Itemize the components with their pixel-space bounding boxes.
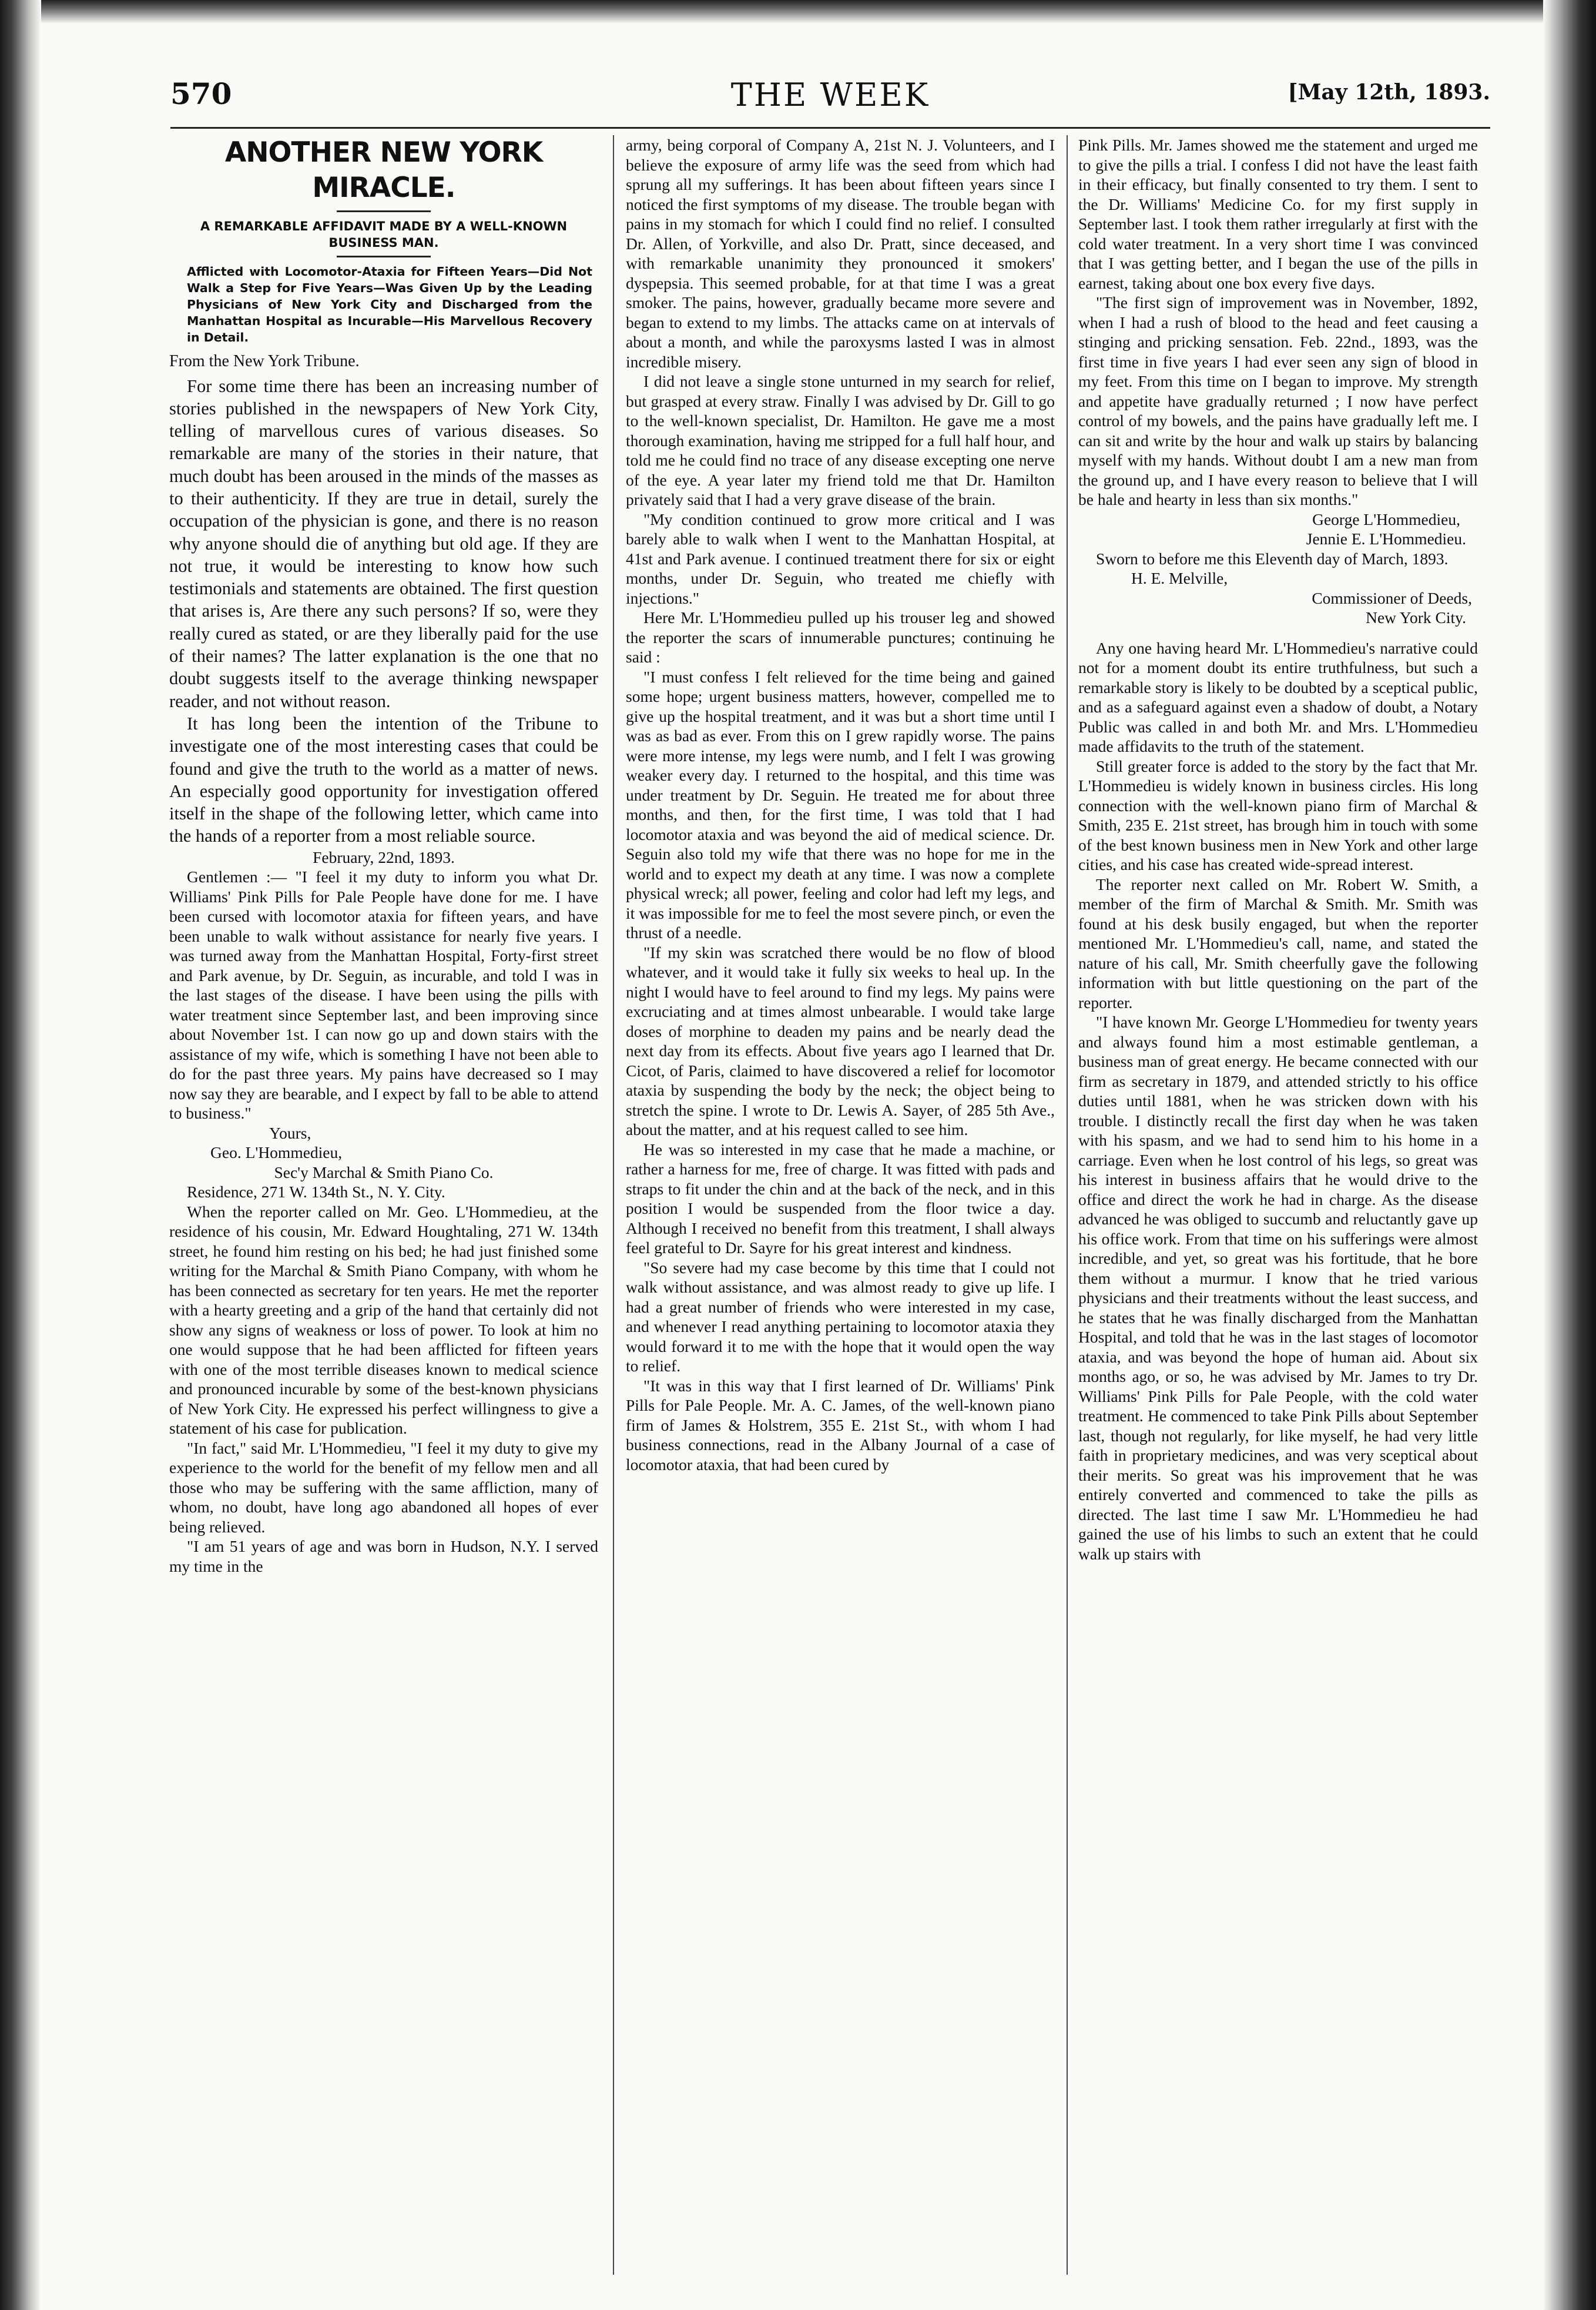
letter-signer-title: Sec'y Marchal & Smith Piano Co. [274, 1163, 494, 1181]
paragraph: "I am 51 years of age and was born in Hudson, N.Y. I served my time in the [169, 1537, 598, 1575]
paragraph: When the reporter called on Mr. Geo. L'Hommedieu, at the residence of his cousin, Mr. Edward Houghtaling, 271 W. 134th street, he found him resting on his bed; he had just finished some writing for the Marchal & Smith Piano Company, with whom he has been connected as secretary for ten years. He met the reporter with a hearty greeting and a grip of the hand that certainly did not show any signs of weakness or loss of power. To look at him no one would suppose that he had been afflicted for fifteen years with one of the most terrible diseases known to medical science and pronounced incurable by some of the best-known physicians of New York City. He expressed his perfect willingness to give a statement of his case for publication. [169, 1202, 598, 1438]
letter-body: Gentlemen :— "I feel it my duty to inform you what Dr. Williams' Pink Pills for Pale People have done for me. I have been cursed with locomotor ataxia for fifteen years, and have been unable to walk without assistance for nearly five years. I was turned away from the Manhattan Hospital, Forty-first street and Park avenue, by Dr. Seguin, as incurable, and told I was in the last stages of the disease. I have been using the pills with water treatment since September last, and been improving since about November 1st. I can now go up and down stairs with the assistance of my wife, which is something I have not been able to do for the past three years. My pains have decreased so I may now say they are bearable, and I expect by fall to be able to attend to business." [169, 868, 598, 1123]
article-deck: Afflicted with Locomotor-Ataxia for Fifteen Years—Did Not Walk a Step for Five Years—Was Given Up by the Leading Physicians of New York City and Discharged from the Manhattan Hospital as Incurable—His Marvellous Recovery in Detail. [187, 265, 592, 344]
paragraph: army, being corporal of Company A, 21st N. J. Volunteers, and I believe the exposure of army life was the seed from which had sprung all my sufferings. It has been about fifteen years since I noticed the first symptoms of my disease. The trouble began with pains in my stomach for which I could find no relief. I consulted Dr. Allen, of Yorkville, and also Dr. Pratt, since deceased, and with remarkable unanimity they pronounced it smokers' dyspepsia. This seemed probable, for at that time I was a great smoker. The pains, however, gradually became more severe and began to extend to my limbs. The attacks came on at intervals of about a month, and while the paroxysms lasted I was in almost incredible misery. [626, 136, 1055, 371]
paragraph: Pink Pills. Mr. James showed me the statement and urged me to give the pills a trial. I confess I did not have the least faith in their efficacy, but finally consented to try them. I sent to the Dr. Williams' Medicine Co. for my first supply in September last. I took them rather irregularly at first with the cold water treatment. In a very short time I was convinced that I was getting better, and I began the use of the pills in earnest, taking about one box every five days. [1078, 136, 1478, 292]
paragraph: For some time there has been an increasing number of stories published in the newspapers of New York City, telling of marvellous cures of various diseases. So remarkable are many of the stories in their nature, that much doubt has been aroused in the minds of the masses as to their authenticity. If they are true in detail, surely the occupation of the physician is gone, and there is no reason why anyone should die of anything but old age. If they are not true, it would be interesting to know how such testimonials and statements are obtained. The first question that arises is, Are there any such persons? If so, were they really cured as stated, or are they liberally paid for the use of their names? The latter explanation is the one that no doubt suggests itself to the average thinking newspaper reader, and not without reason. [169, 376, 598, 711]
page-edge-right [1543, 0, 1596, 2310]
column-divider [1067, 135, 1068, 2275]
letter-date: February, 22nd, 1893. [313, 848, 455, 866]
column-1 [169, 135, 598, 2275]
paragraph: "I must confess I felt relieved for the time being and gained some hope; urgent business matters, however, compelled me to give up the hospital treatment, and it was but a short time until I was as bad as ever. From this on I grew rapidly worse. The pains were more intense, my legs were numb, and I felt I was growing weaker every day. I returned to the hospital, and this time was under treatment by Dr. Seguin. He treated me for about three months, and then, for the first time, I was told that I had locomotor ataxia and was beyond the aid of medical science. Dr. Seguin also told my wife that there was no hope for me in the world and to expect my death at any time. I was now a complete physical wreck; all power, feeling and color had left my legs, and it was impossible for me to feel the most severe pinch, or even the thrust of a needle. [626, 667, 1055, 942]
paragraph: "In fact," said Mr. L'Hommedieu, "I feel it my duty to give my experience to the world for the benefit of my fellow men and all those who may be suffering with the same affliction, many of whom, no doubt, have long ago abandoned all hopes of ever being relieved. [169, 1438, 598, 1536]
paragraph: Any one having heard Mr. L'Hommedieu's narrative could not for a moment doubt its entire truthfulness, but such a remarkable story is likely to be doubted by a sceptical public, and as a safeguard against even a shadow of doubt, a Notary Public was called in and both Mr. and Mrs. L'Hommedieu made affidavits to the truth of the statement. [1078, 638, 1478, 755]
article-credit: From the New York Tribune. [169, 352, 360, 370]
sworn-statement: Sworn to before me this Eleventh day of March, 1893. [1096, 549, 1449, 568]
paragraph: "So severe had my case become by this time that I could not walk without assistance, and was almost ready to give up life. I had a great number of friends who were interested in my case, and whenever I read anything pertaining to locomotor ataxia they would forward it to me with the hope that it would open the way to relief. [626, 1258, 1055, 1375]
paragraph: "If my skin was scratched there would be no flow of blood whatever, and it would take it fully six weeks to heal up. In the night I would have to feel around to find my legs. My pains were excruciating and at times almost unbearable. I would take large doses of morphine to deaden my pains and be nearly dead the next day from its effects. About five years ago I learned that Dr. Cicot, of Paris, claimed to have discovered a relief for locomotor ataxia by suspending the body by the neck; the object being to stretch the spine. I wrote to Dr. Lewis A. Sayer, of 285 5th Ave., about the matter, and at his request called to see him. [626, 943, 1055, 1139]
letter-residence: Residence, 271 W. 134th St., N. Y. City. [187, 1183, 445, 1201]
column-2 [626, 135, 1055, 2275]
article-subheadline: A REMARKABLE AFFIDAVIT MADE BY A WELL-KNOWN BUSINESS MAN. [200, 219, 568, 250]
paragraph: "It was in this way that I first learned of Dr. Williams' Pink Pills for Pale People. Mr. A. C. James, of the well-known piano firm of James & Holstrem, 355 E. 21st St., with whom I had business connections, read in the Albany Journal of a case of locomotor ataxia, that had been cured by [626, 1376, 1055, 1474]
letter-signer: Geo. L'Hommedieu, [210, 1143, 343, 1162]
paragraph: The reporter next called on Mr. Robert W. Smith, a member of the firm of Marchal & Smith. Mr. Smith was found at his desk busily engaged, but when the reporter mentioned Mr. L'Hommedieu's call, name, and stated the nature of his call, Mr. Smith cheerfully gave the following information with but little questioning on the part of the reporter. [1078, 875, 1478, 1012]
column-3 [1078, 135, 1478, 2275]
article-headline: ANOTHER NEW YORK MIRACLE. [224, 136, 543, 204]
subheadline-rule [337, 256, 431, 257]
paragraph: Here Mr. L'Hommedieu pulled up his trouser leg and showed the reporter the scars of innumerable punctures; continuing he said : [626, 608, 1055, 666]
affiant-name: Jennie E. L'Hommedieu. [1306, 530, 1466, 548]
running-header [170, 76, 1490, 123]
column-divider [613, 135, 614, 2275]
paragraph: "I have known Mr. George L'Hommedieu for twenty years and always found him a most estimable gentleman, a business man of great energy. He became connected with our firm as secretary in 1879, and attended strictly to his office duties until 1881, when he was stricken down with his trouble. I distinctly recall the first day when he was taken with his spasm, and we had to send him to his home in a carriage. Even when he lost control of his legs, so great was his interest in business affairs that he would drive to the office and direct the work he had in charge. As the disease advanced he was obliged to succumb and reluctantly gave up his office work. From that time on his sufferings were almost incredible, and yet, so great was his fortitude, that he bore them without a murmur. I know that he tried various physicians and their treatments without the least success, and he states that he was finally discharged from the Manhattan Hospital, and told that he was in the last stages of locomotor ataxia, and was beyond the hope of human aid. About six months ago, or so, he was advised by Mr. James to try Dr. Williams' Pink Pills for Pale People, with the cold water treatment. He commenced to take Pink Pills about September last, though not regularly, for like myself, he had very little faith in proprietary medicines, and was very sceptical about their merits. So great was his improvement that he was entirely converted and commenced to take the pills as directed. The last time I saw Mr. L'Hommedieu he had gained the use of his limbs to such an extent that he could walk up stairs with [1078, 1013, 1478, 1563]
letter-closing: Yours, [269, 1123, 311, 1142]
publication-title: THE WEEK [730, 76, 930, 113]
page-number: 570 [170, 76, 232, 111]
affiant-name: George L'Hommedieu, [1312, 510, 1460, 528]
paragraph: It has long been the intention of the Tribune to investigate one of the most interesting cases that could be found and give the truth to the world as a matter of news. An especially good opportunity for investigation offered itself in the shape of the following letter, which came into the hands of a reporter from a most reliable source. [169, 713, 598, 846]
paragraph: I did not leave a single stone unturned in my search for relief, but grasped at every straw. Finally I was advised by Dr. Gill to go to the well-known specialist, Dr. Hamilton. He gave me a most thorough examination, having me stripped for a full half hour, and told me he could find no trace of any disease excepting one nerve of the eye. A year later my friend told me that Dr. Hamilton privately said that I had a very grave disease of the brain. [626, 372, 1055, 508]
paragraph: "My condition continued to grow more critical and I was barely able to walk when I went to the Manhattan Hospital, at 41st and Park avenue. I continued treatment there for six or eight months, under Dr. Seguin, who treated me chiefly with injections." [626, 510, 1055, 607]
issue-date: [May 12th, 1893. [1287, 80, 1490, 105]
paragraph: He was so interested in my case that he made a machine, or rather a harness for me, free of charge. It was fitted with pads and straps to fit under the chin and at the back of the neck, and in this position I would be suspended from the floor twice a day. Although I received no benefit from this treatment, I shall always feel grateful to Dr. Sayre for his great interest and kindness. [626, 1140, 1055, 1257]
paragraph: Still greater force is added to the story by the fact that Mr. L'Hommedieu is widely known in business circles. His long connection with the well-known piano firm of Marchal & Smith, 235 E. 21st street, has brough him in touch with some of the best known business men in New York and other large cities, and his case has created wide-spread interest. [1078, 756, 1478, 873]
page-edge-left [0, 0, 41, 2310]
header-rule [170, 127, 1490, 129]
headline-rule [337, 210, 431, 212]
notary-name: H. E. Melville, [1131, 569, 1228, 587]
paragraph: "The first sign of improvement was in November, 1892, when I had a rush of blood to the head and feet causing a stinging and pricking sensation. Feb. 22nd., 1893, was the first time in five years I had ever seen any sign of blood in my feet. From this time on I began to improve. My strength and appetite have gradually returned ; I now have perfect control of my bowels, and the pains have gradually left me. I can sit and write by the hour and walk up stairs by balancing myself with my hands. Without doubt I am a new man from the ground up, and I have every reason to believe that I will be hale and hearty in less than six months." [1078, 293, 1478, 508]
notary-title: Commissioner of Deeds, [1312, 588, 1472, 607]
notary-place: New York City. [1366, 608, 1466, 627]
page-edge-top [0, 0, 1596, 24]
